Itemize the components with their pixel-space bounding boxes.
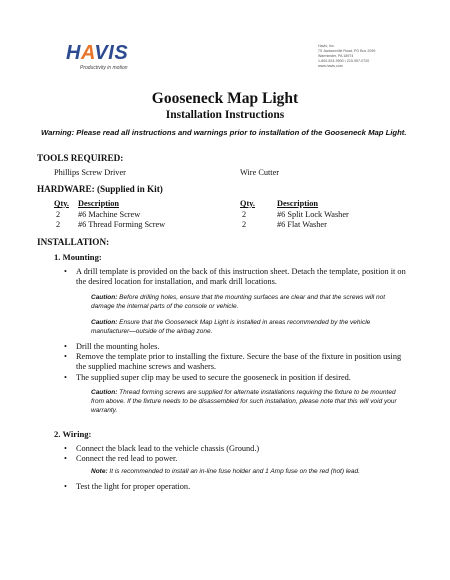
- hardware-desc: #6 Flat Washer: [277, 220, 327, 229]
- hardware-desc: #6 Machine Screw: [78, 210, 141, 219]
- caution-label: Caution:: [91, 389, 118, 396]
- address-line: Warminster, PA 18974: [318, 54, 354, 58]
- logo-tagline: Productivity in motion: [80, 65, 128, 71]
- bullet-icon: •: [64, 454, 67, 463]
- tool-item: Phillips Screw Driver: [54, 168, 126, 177]
- hardware-qty: 2: [242, 210, 247, 219]
- caution-text: Ensure that the Gooseneck Map Light is installed in areas recommended by the vehicle manufacturer—outside of the airbag zone.: [91, 319, 371, 335]
- bullet-icon: •: [64, 342, 67, 351]
- document-title: Gooseneck Map Light: [151, 90, 299, 107]
- list-item: [64, 267, 406, 287]
- bullet-icon: •: [64, 373, 67, 382]
- instruction-text: Connect the black lead to the vehicle chassis (Ground.): [76, 444, 260, 453]
- address-line: Havis, Inc.: [318, 44, 335, 48]
- instruction-text: Test the light for proper operation.: [76, 482, 191, 491]
- address-line: www.havis.com: [318, 64, 343, 68]
- caution-note: [91, 293, 409, 311]
- hardware-qty: 2: [56, 210, 61, 219]
- hardware-heading: HARDWARE: (Supplied in Kit): [37, 184, 163, 194]
- hardware-desc: #6 Thread Forming Screw: [78, 220, 166, 229]
- logo-text: HAVIS: [66, 42, 129, 64]
- hardware-qty-header: Qty.: [240, 199, 255, 208]
- caution-text: Before drilling holes, ensure that the mounting surfaces are clear and that the screws will not damage the internal parts of the console or vehicle.: [91, 294, 386, 310]
- caution-note: [91, 318, 409, 336]
- hardware-qty: 2: [56, 220, 61, 229]
- hardware-qty: 2: [242, 220, 247, 229]
- bullet-icon: •: [64, 444, 67, 453]
- logo-wordmark: [66, 42, 128, 64]
- instruction-text: The supplied super clip may be used to secure the gooseneck in position if desired.: [76, 373, 351, 382]
- caution-text: Thread forming screws are supplied for alternate installations requiring the fixture to be mounted from above. If the fixture needs to be disassembled for such installation, please note that this will void your warranty.: [91, 389, 397, 414]
- list-item: [64, 373, 406, 383]
- caution-label: Caution:: [91, 319, 118, 326]
- hardware-qty-header: Qty.: [54, 199, 69, 208]
- tools-heading: TOOLS REQUIRED:: [37, 153, 124, 163]
- address-line: 1-800-524-9900 • 215-957-0720: [318, 59, 370, 63]
- bullet-icon: •: [64, 352, 67, 361]
- instruction-text: Connect the red lead to power.: [76, 454, 178, 463]
- list-item: [64, 454, 406, 464]
- bullet-icon: •: [64, 482, 67, 491]
- hardware-desc: #6 Split Lock Washer: [277, 210, 349, 219]
- list-item: [64, 444, 406, 454]
- warning-text: Warning: Please read all instructions and warnings prior to installation of the Gooseneck Map Light.: [41, 128, 407, 137]
- instruction-text: Remove the template prior to installing the fixture. Secure the base of the fixture in position using the supplied machine screws and washers.: [76, 352, 402, 371]
- tool-item: Wire Cutter: [240, 168, 280, 177]
- hardware-desc-header: Description: [277, 199, 319, 208]
- document-subtitle: Installation Instructions: [165, 109, 285, 121]
- mounting-heading: 1. Mounting:: [54, 252, 102, 262]
- company-address: [318, 44, 398, 69]
- list-item: [64, 482, 406, 492]
- note: [91, 467, 409, 476]
- note-text: It is recommended to install an in-line fuse holder and 1 Amp fuse on the red (hot) lead.: [107, 468, 360, 475]
- instruction-text: A drill template is provided on the back of this instruction sheet. Detach the template, position it on the desired location for installation, and mark drill locations.: [76, 267, 406, 286]
- note-label: Note:: [91, 468, 108, 475]
- list-item: [64, 352, 406, 372]
- list-item: [64, 342, 406, 352]
- havis-logo: [66, 42, 156, 78]
- wiring-heading: 2. Wiring:: [54, 429, 92, 439]
- installation-heading: INSTALLATION:: [37, 237, 110, 247]
- instruction-text: Drill the mounting holes.: [76, 342, 160, 351]
- bullet-icon: •: [64, 267, 67, 276]
- caution-label: Caution:: [91, 294, 118, 301]
- hardware-desc-header: Description: [78, 199, 120, 208]
- address-line: 75 Jacksonville Road, PO Box 2099: [318, 49, 376, 53]
- caution-note: [91, 388, 409, 415]
